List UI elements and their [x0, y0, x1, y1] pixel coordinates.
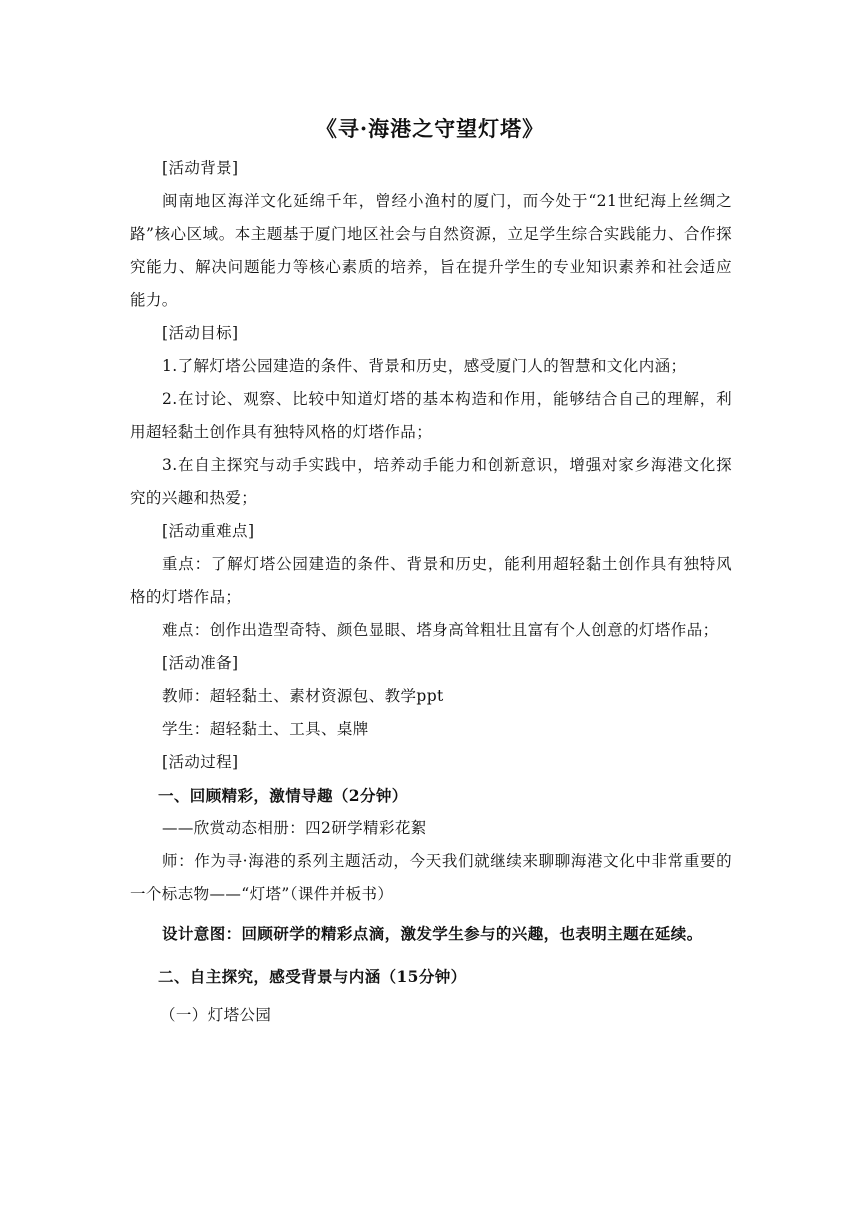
goal-item-3: 3.在自主探究与动手实践中，培养动手能力和创新意识，增强对家乡海港文化探究的兴趣和热爱；: [130, 456, 732, 507]
key-point-paragraph: 重点：了解灯塔公园建造的条件、背景和历史，能利用超轻黏土创作具有独特风格的灯塔作品；: [130, 555, 732, 606]
section-1-title: 一、回顾精彩，激情导趣（2分钟）: [158, 786, 408, 805]
design-intent: 设计意图：回顾研学的精彩点滴，激发学生参与的兴趣，也表明主题在延续。: [162, 924, 703, 943]
section-1-subtitle: ——欣赏动态相册：四2研学精彩花絮: [162, 819, 427, 837]
section-2-subtitle: （一）灯塔公园: [160, 1006, 272, 1024]
goal-item-1: 1.了解灯塔公园建造的条件、背景和历史，感受厦门人的智慧和文化内涵；: [162, 357, 687, 375]
key-points-heading: [活动重难点]: [162, 522, 255, 540]
difficult-point-paragraph: 难点：创作出造型奇特、颜色显眼、塔身高耸粗壮且富有个人创意的灯塔作品；: [162, 621, 719, 639]
background-heading: [活动背景]: [162, 159, 239, 177]
document-body: [130, 152, 732, 1032]
preparation-teacher: 教师：超轻黏土、素材资源包、教学ppt: [162, 687, 444, 705]
process-heading: [活动过程]: [162, 753, 239, 771]
background-paragraph: 闽南地区海洋文化延绵千年，曾经小渔村的厦门，而今处于“21世纪海上丝绸之路”核心区域。本主题基于厦门地区社会与自然资源，立足学生综合实践能力、合作探究能力、解决问题能力等核心素质的培养，旨在提升学生的专业知识素养和社会适应能力。: [130, 192, 732, 309]
goal-item-2: 2.在讨论、观察、比较中知道灯塔的基本构造和作用，能够结合自己的理解，利用超轻黏土创作具有独特风格的灯塔作品；: [130, 390, 732, 441]
section-1-teacher-line: 师：作为寻·海港的系列主题活动，今天我们就继续来聊聊海港文化中非常重要的一个标志物——“灯塔”（课件并板书）: [130, 852, 732, 903]
preparation-heading: [活动准备]: [162, 654, 239, 672]
goals-heading: [活动目标]: [162, 324, 239, 342]
section-2-title: 二、自主探究，感受背景与内涵（15分钟）: [158, 967, 467, 986]
document-title: 《寻·海港之守望灯塔》: [315, 116, 545, 141]
preparation-student: 学生：超轻黏土、工具、桌牌: [162, 720, 369, 738]
